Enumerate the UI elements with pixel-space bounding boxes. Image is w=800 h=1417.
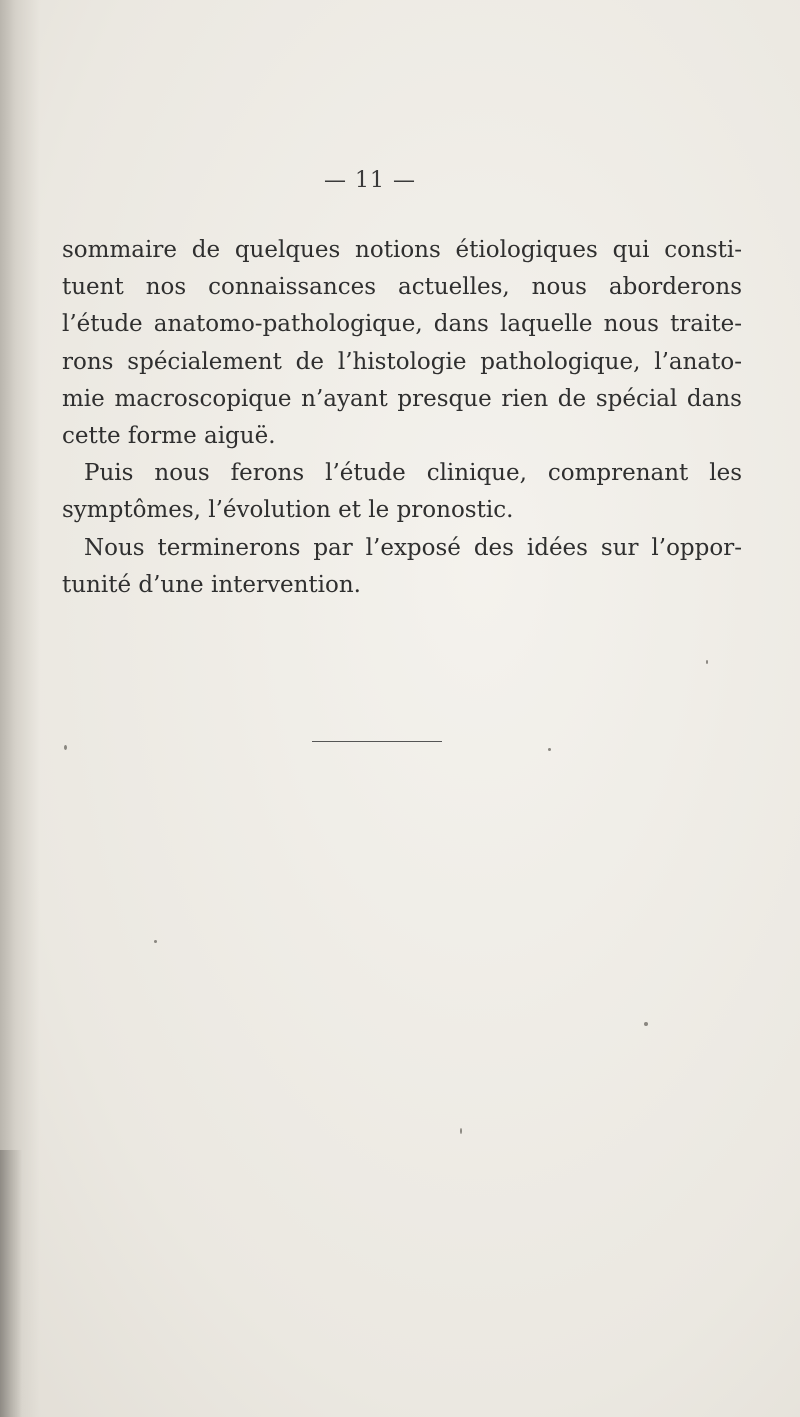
text-line: tunité d’une intervention. — [62, 571, 361, 598]
text-line: symptômes, l’évolution et le pronostic. — [62, 497, 514, 524]
paper-speck — [548, 748, 551, 751]
page-binding-shadow — [0, 1150, 22, 1417]
paper-speck — [644, 1022, 648, 1026]
paragraph-start-line: Nous terminerons par l’exposé des idées sur l’oppor- — [84, 534, 742, 561]
text-line: l’étude anatomo-pathologique, dans laquelle nous traite- — [62, 311, 742, 338]
text-line: sommaire de quelques notions étiologiques qui consti- — [62, 237, 742, 263]
section-divider — [312, 741, 442, 742]
text-line: tuent nos connaissances actuelles, nous aborderons — [62, 274, 742, 301]
text-line: rons spécialement de l’histologie pathologique, l’anato- — [62, 348, 742, 375]
text-line: mie macroscopique n’ayant presque rien de spécial dans — [62, 385, 742, 412]
paper-speck — [460, 1128, 462, 1134]
paper-speck — [706, 660, 708, 664]
text-line: cette forme aiguë. — [62, 422, 276, 449]
paper-speck — [154, 940, 157, 943]
body-text — [62, 232, 742, 604]
paragraph-start-line: Puis nous ferons l’étude clinique, comprenant les — [84, 460, 742, 487]
paper-speck — [64, 745, 67, 750]
page-number: — 11 — — [324, 168, 416, 193]
